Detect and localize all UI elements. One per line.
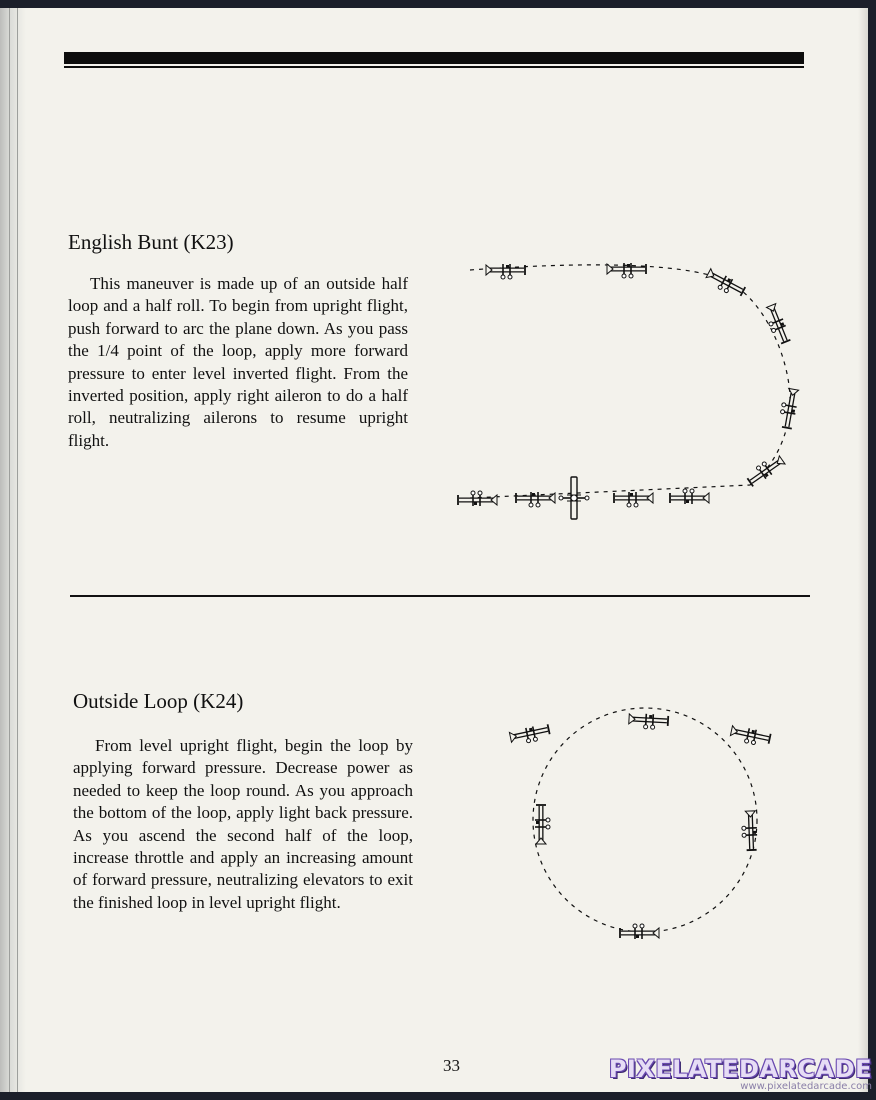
biplane-icon	[704, 268, 745, 300]
page-number: 33	[443, 1056, 460, 1075]
outside-loop-diagram	[509, 708, 771, 939]
biplane-icon	[458, 491, 497, 506]
watermark-logo: PIXELATEDARCADE	[608, 1055, 872, 1083]
biplane-icon	[620, 924, 659, 939]
biplane-icon	[778, 388, 800, 429]
section-title-english-bunt: English Bunt (K23)	[68, 230, 234, 254]
section-body-outside-loop: From level upright flight, begin the loop by applying forward pressure. Decrease power as needed to keep the loop round. As you approach the bottom of the loop, apply light back pressure. As you ascend the second half of the loop, increase throttle and apply an increasing amount of forward pressure, neutralizing elevators to exit the finished loop in level upright flight.	[73, 736, 413, 912]
biplane-icon	[516, 492, 555, 507]
biplane-icon	[670, 489, 709, 504]
loop-flight-path	[533, 708, 757, 932]
biplane-icon	[535, 805, 550, 844]
section-body-english-bunt: This maneuver is made up of an outside half loop and a half roll. To begin from upright flight, push forward to arc the plane down. As you pass the 1/4 point of the loop, apply more forward pressure to enter level inverted flight. From the inverted position, apply right aileron to do a half roll, neutralizing ailerons to resume upright flight.	[68, 274, 408, 450]
section-title-outside-loop: Outside Loop (K24)	[73, 689, 244, 713]
biplane-icon	[509, 723, 550, 746]
english-bunt-diagram	[458, 263, 800, 519]
biplane-icon	[741, 811, 757, 850]
biplane-icon	[745, 453, 786, 488]
biplane-icon	[629, 713, 669, 730]
biplane-icon	[730, 725, 771, 748]
biplane-icon	[614, 492, 653, 507]
biplane-icon	[763, 303, 792, 345]
watermark	[609, 1055, 872, 1092]
biplane-icon	[486, 264, 525, 279]
bunt-flight-path	[470, 265, 790, 498]
watermark-url: www.pixelatedarcade.com	[740, 1081, 872, 1092]
biplane-front-icon	[559, 477, 589, 519]
